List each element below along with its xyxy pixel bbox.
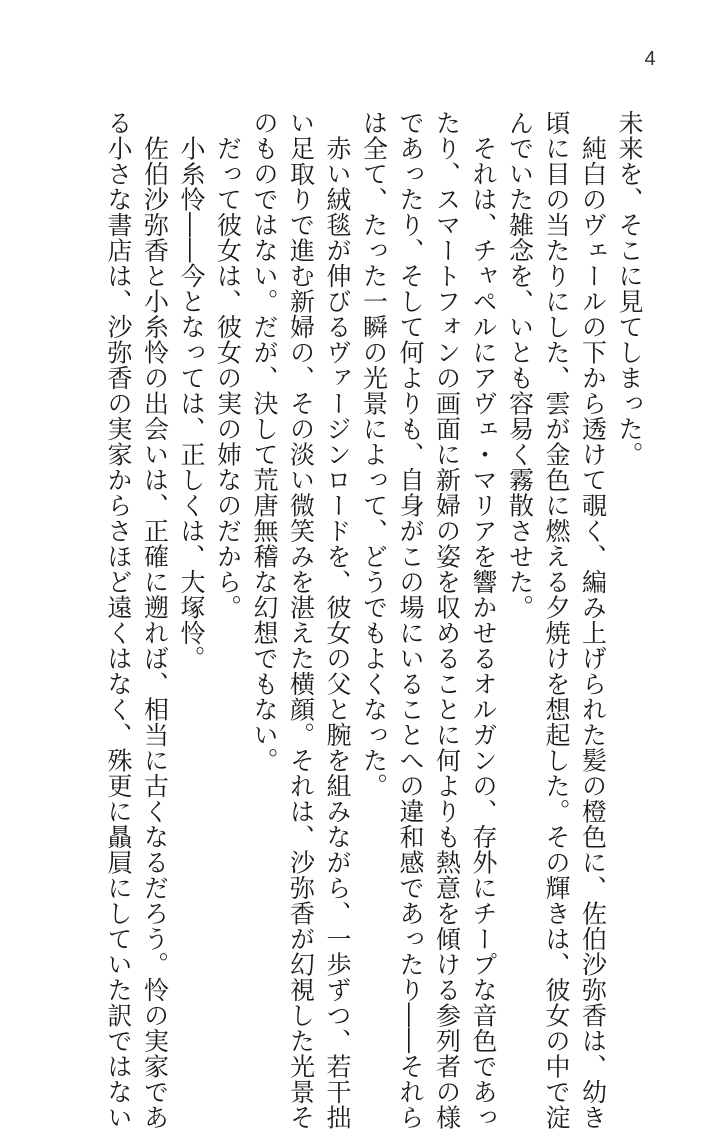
page-number: 4: [644, 48, 656, 70]
novel-body-text: [100, 110, 648, 1130]
text-line: は全て、たった一瞬の光景によって、どうでもよくなった。: [359, 110, 389, 799]
text-line: 頃に目の当たりにした、雲が金色に燃える夕焼けを想起した。その輝きは、彼女の中で淀: [542, 110, 571, 1130]
text-line: んでいた雑念を、いとも容易く霧散させた。: [505, 110, 535, 620]
text-line: だって彼女は、彼女の実の姉なのだから。: [213, 110, 243, 620]
text-line: る小さな書店は、沙弥香の実家からさほど遠くはなく、殊更に贔屓にしていた訳ではない: [104, 110, 133, 1130]
text-line: であったり、そして何よりも、自身がこの場にいることへの違和感であったり――それら: [396, 110, 425, 1130]
text-line: たり、スマートフォンの画面に新婦の姿を収めることに何よりも熱意を傾ける参列者の様: [432, 110, 462, 1130]
text-line: 佐伯沙弥香と小糸怜の出会いは、正確に遡れば、相当に古くなるだろう。怜の実家であ: [140, 110, 170, 1130]
text-line: 赤い絨毯が伸びるヴァージンロードを、彼女の父と腕を組みながら、一歩ずつ、若干拙: [323, 110, 352, 1130]
text-line: 未来を、そこに見てしまった。: [615, 110, 644, 467]
text-line: のものではない。だが、決して荒唐無稽な幻想でもない。: [250, 110, 279, 773]
text-line: それは、チャペルにアヴェ・マリアを響かせるオルガンの、存外にチープな音色であっ: [469, 110, 498, 1130]
text-line: 純白のヴェールの下から透けて覗く、編み上げられた髪の橙色に、佐伯沙弥香は、幼き: [578, 110, 608, 1130]
text-line: 小糸怜――今となっては、正しくは、大塚怜。: [177, 110, 206, 671]
text-line: い足取りで進む新婦の、その淡い微笑みを湛えた横顔。それは、沙弥香が幻視した光景そ: [286, 110, 316, 1130]
